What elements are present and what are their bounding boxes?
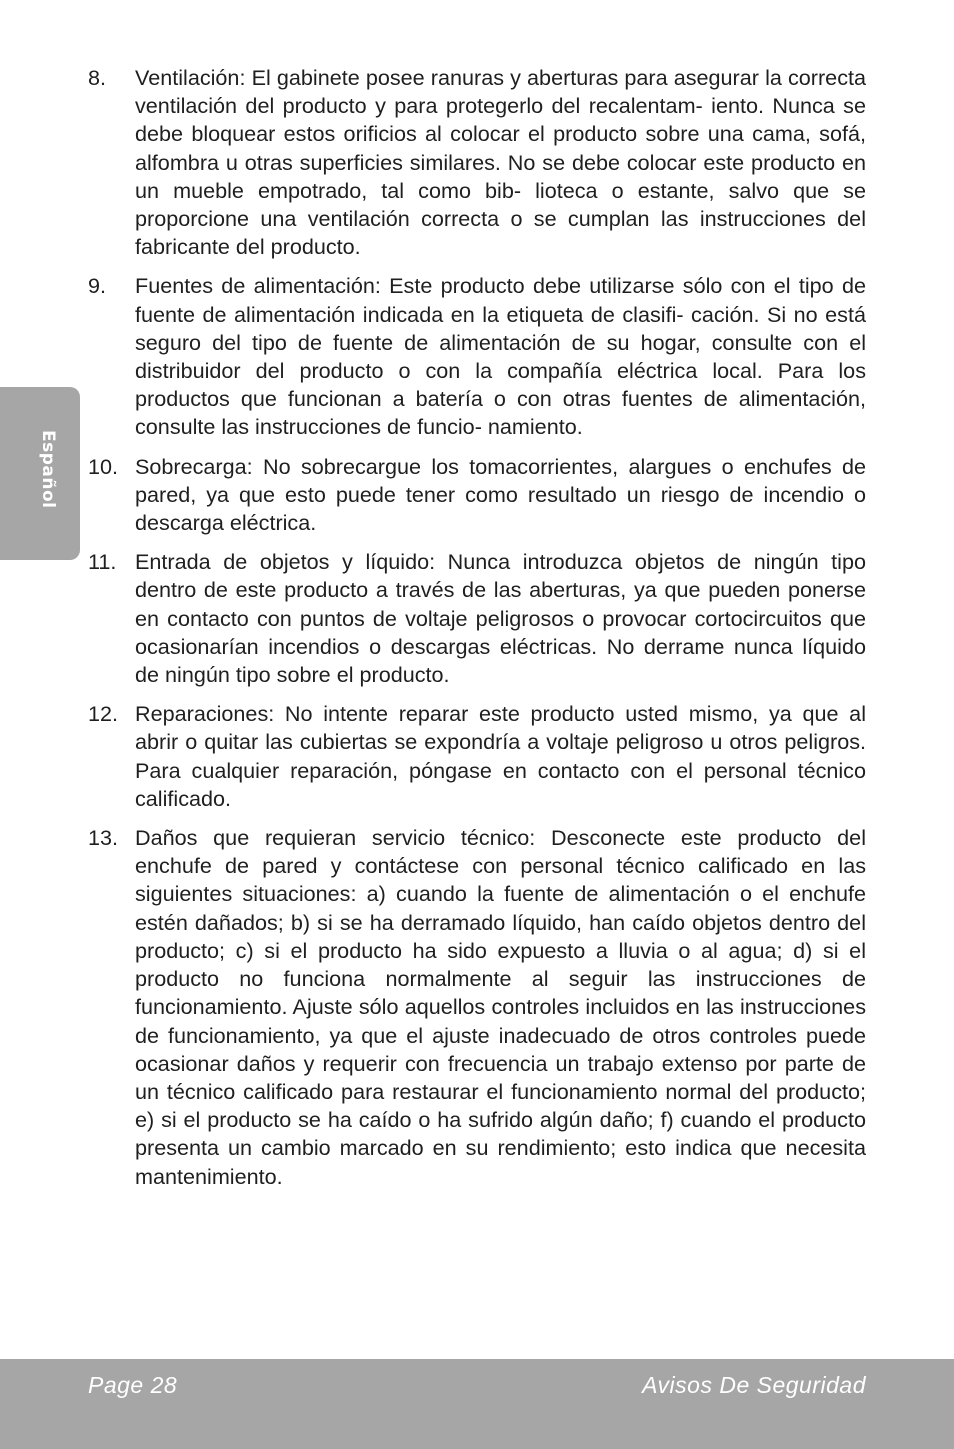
- section-title: Avisos De Seguridad: [642, 1372, 866, 1398]
- item-number: 8.: [88, 65, 107, 90]
- item-text: Daños que requieran servicio técnico: Desconecte este producto del enchufe de pared y contáctese con personal técnico calificado en las siguientes situaciones: a) cuando la fuente de alimentación o el enchufe estén dañados; b) si se ha derramado líquido, han caído objetos dentro del producto; c) si el producto ha sido expuesto a lluvia o al agua; d) si el producto no funciona normalmente al seguir las instrucciones de funcionamiento. Ajuste sólo aquellos controles incluidos en las instrucciones de funcionamiento, ya que el ajuste inadecuado de otros controles puede ocasionar daños y requerir con frecuencia un trabajo extenso por parte de un técnico calificado para restaurar el funcionamiento normal del producto; e) si el producto se ha caído o ha sufrido algún daño; f) cuando el producto presenta un cambio marcado en su rendimiento; esto indica que necesita mantenimiento.: [135, 825, 866, 1189]
- list-item: [88, 272, 866, 441]
- list-item: [88, 453, 866, 538]
- item-text: Fuentes de alimentación: Este producto debe utilizarse sólo con el tipo de fuente de alimentación indicada en la etiqueta de clasifi- cación. Si no está seguro del tipo de fuente de alimentación de su hogar, consulte con el distribuidor del producto o con la compañía eléctrica local. Para los productos que funcionan a batería o con otras fuentes de alimentación, consulte las instrucciones de funcio- namiento.: [135, 273, 866, 440]
- item-text: Ventilación: El gabinete posee ranuras y aberturas para asegurar la correcta ventilación del producto y para protegerlo del recalentam- iento. Nunca se debe bloquear estos orificios al colocar el producto sobre una cama, sofá, alfombra u otras superficies similares. No se debe colocar este producto en un mueble empotrado, tal como bib- lioteca o estante, salvo que se proporcione una ventilación correcta o se cumplan las instrucciones del fabricante del producto.: [135, 65, 866, 260]
- page-number: Page 28: [88, 1372, 178, 1398]
- item-text: Entrada de objetos y líquido: Nunca introduzca objetos de ningún tipo dentro de este producto a través de las aberturas, ya que pueden ponerse en contacto con puntos de voltaje peligrosos o provocar cortocircuitos que ocasionarían incendios o descargas eléctricas. No derrame nunca líquido de ningún tipo sobre el producto.: [135, 549, 866, 688]
- language-tab-label: Español: [38, 430, 58, 509]
- item-number: 9.: [88, 273, 107, 299]
- item-text: Reparaciones: No intente reparar este producto usted mismo, ya que al abrir o quitar las cubiertas se expondría a voltaje peligroso u otros peligros. Para cualquier reparación, póngase en contacto con el personal técnico calificado.: [135, 701, 866, 811]
- item-number: 13.: [88, 825, 119, 851]
- item-number: 10.: [88, 453, 119, 479]
- list-item: [88, 700, 866, 813]
- page-footer: [0, 1359, 954, 1449]
- item-number: 11.: [88, 549, 117, 575]
- list-item: [88, 548, 866, 689]
- list-item: [88, 64, 866, 261]
- item-number: 12.: [88, 701, 119, 727]
- item-text: Sobrecarga: No sobrecargue los tomacorrientes, alargues o enchufes de pared, ya que esto puede tener como resultado un riesgo de incendio o descarga eléctrica.: [135, 453, 866, 536]
- list-item: [88, 824, 866, 1191]
- safety-instructions-list: [88, 64, 866, 1202]
